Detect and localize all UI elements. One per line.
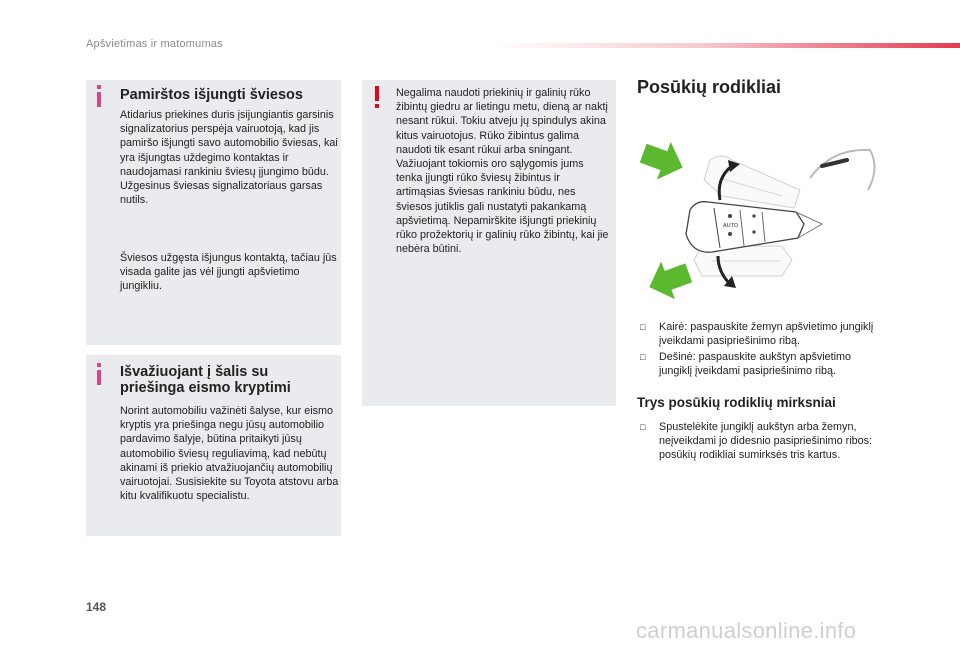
lighting-stalk [686, 202, 822, 253]
section-title-turn-signals: Posūkių rodikliai [637, 77, 782, 97]
bullet-text: Spustelėkite jungiklį aukštyn arba žemyn, neįveikdami jo didesnio pasipriešinimo ribos: posūkių rodikliai sumirksės tris kartus. [659, 421, 873, 462]
bullet-text: Dešinė: paspauskite aukštyn apšvietimo jungiklį įveikdami pasipriešinimo ribą. [659, 351, 852, 378]
info-icon [94, 85, 104, 111]
turn-signal-stalk-illustration [632, 138, 888, 308]
arrow-icon [642, 254, 695, 306]
info-box-paragraph: Norint automobiliu važinėti šalyse, kur eismo kryptis yra priešinga negu jūsų automobilio pardavimo šalyje, būtina pritaikyti jūsų automobilio šviesų reguliavimą, kad nebūtų akinami iš priekio atvažiuojančių automobilių vairuotojai. Susisiekite su Toyota atstovu arba kitu kvalifikuotu specialistu. [120, 405, 339, 503]
info-box-forgotten-lights [86, 80, 341, 345]
bullet-square-icon: □ [640, 422, 646, 432]
info-box-paragraph: Atidarius priekines duris įsijungiantis garsinis signalizatorius perspėja vairuotoją, kad jis pamiršo išjungti savo automobilio šviesas, kai yra išjungtas uždegimo kontaktas ir naudojamasi rankiniu šviesų įjungimo būdu. Užgesinus šviesas signalizatoriaus garsas nutils. [120, 109, 338, 207]
bullet-text: Kairė: paspauskite žemyn apšvietimo jungiklį įveikdami pasipriešinimo ribą. [659, 321, 874, 348]
warning-box-fog-lights [362, 80, 616, 406]
info-box-title: Išvažiuojant į šalis su priešinga eismo kryptimi [120, 364, 291, 396]
page-number: 148 [86, 600, 107, 614]
info-box-title: Pamirštos išjungti šviesos [120, 87, 303, 103]
steering-wheel-icon [810, 150, 875, 190]
stalk-auto-label: AUTO [723, 223, 739, 229]
subsection-title-three-flashes: Trys posūkių rodiklių mirksniai [637, 395, 836, 410]
bullet-square-icon: □ [640, 322, 646, 332]
stalk-ghost-upper [704, 156, 800, 208]
header-accent-bar [492, 43, 960, 48]
warning-icon [374, 86, 380, 114]
watermark: carmanualsonline.info [636, 618, 857, 643]
arrow-icon [636, 138, 689, 186]
section-header: Apšvietimas ir matomumas [86, 38, 223, 50]
warning-text: Negalima naudoti priekinių ir galinių rūko žibintų giedru ar lietingu metu, dieną ar naktį nesant rūkui. Tokiu atveju jų spindulys akina kitus vairuotojus. Rūko žibintus galima naudoti tik esant rūkui arba sningant. Važiuojant tokiomis oro sąlygomis jums tenka įjungti rūko šviesų žibintus ir artimąsias šviesas rankiniu būdu, nes šviesos jutiklis gali nustatyti pakankamą apšvietimą. Nepamirškite išjungti priekinių rūko prožektorių ir galinių rūko žibintų, kai jie nebėra būtini. [396, 87, 609, 256]
info-box-paragraph: Šviesos užgęsta išjungus kontaktą, tačiau jūs visada galite jas vėl įjungti apšvietimo jungikliu. [120, 252, 337, 293]
info-box-foreign-countries [86, 355, 341, 536]
info-icon [94, 363, 104, 389]
bullet-square-icon: □ [640, 352, 646, 362]
